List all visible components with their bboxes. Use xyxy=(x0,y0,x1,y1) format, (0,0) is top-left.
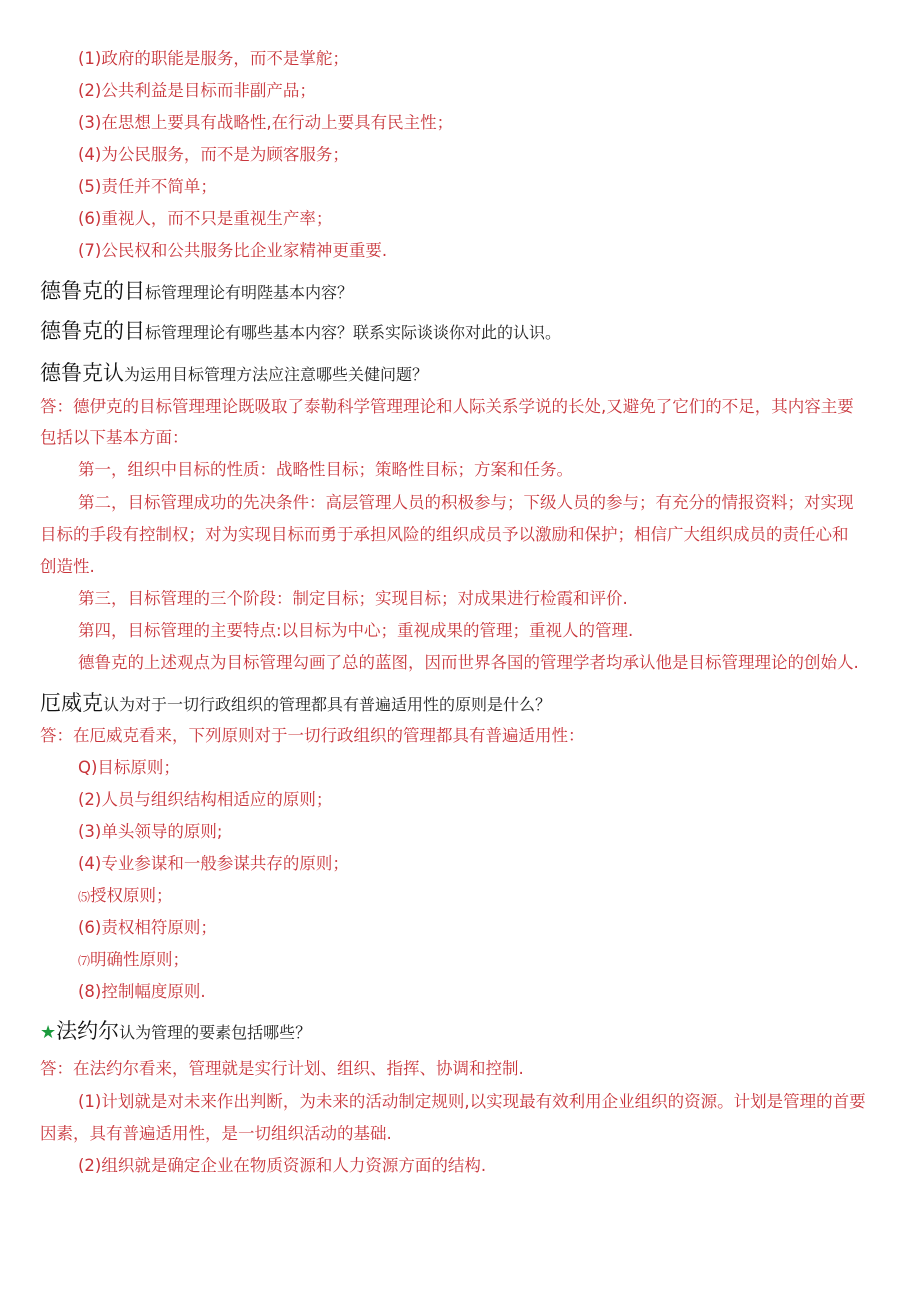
question-heading-1 xyxy=(40,280,353,304)
answer-paragraph-2-cont: 创造性. xyxy=(40,557,95,576)
question-lead: 厄威克 xyxy=(40,691,103,715)
answer-line: 包括以下基本方面： xyxy=(40,428,189,447)
answer-paragraph-5: 德鲁克的上述观点为目标管理勾画了总的蓝图，因而世界各国的管理学者均承认他是目标管理理论的创始人. xyxy=(78,653,859,672)
question-lead: 德鲁克的目 xyxy=(40,279,145,303)
rule-number: ⑸ xyxy=(78,890,91,904)
element-paragraph-2: (2)组织就是确定企业在物质资源和人力资源方面的结构. xyxy=(78,1156,487,1175)
principle-item-4: (4)为公民服务，而不是为顾客服务； xyxy=(78,145,349,164)
element-paragraph-1: (1)计划就是对未来作出判断，为未来的活动制定规则,以实现最有效利用企业组织的资源。计划是管理的首要 xyxy=(78,1092,866,1111)
rule-item-1: Q)目标原则； xyxy=(78,758,180,777)
question-lead: 德鲁克认 xyxy=(40,361,124,385)
question-heading-3 xyxy=(40,362,428,386)
answer-line: 答：德伊克的目标管理理论既吸取了泰勒科学管理理论和人际关系学说的长处,又避免了它们的不足，其内容主要 xyxy=(40,397,854,416)
rule-text: 明确性原则； xyxy=(90,950,190,969)
rule-item-2: (2)人员与组织结构相适应的原则； xyxy=(78,790,333,809)
answer-paragraph-3: 第三，目标管理的三个阶段：制定目标；实现目标；对成果进行检霞和评价. xyxy=(78,589,628,608)
answer-line: 答：在厄威克看来，下列原则对于一切行政组织的管理都具有普遍适用性： xyxy=(40,726,585,745)
rule-number: ⑺ xyxy=(78,954,91,968)
principle-item-5: (5)责任并不简单； xyxy=(78,177,217,196)
question-text: 标管理理论有哪些基本内容？联系实际谈谈你对此的认识。 xyxy=(145,323,562,342)
question-heading-5 xyxy=(40,1020,311,1044)
answer-paragraph-1: 第一，组织中目标的性质：战略性目标；策略性目标；方案和任务。 xyxy=(78,460,573,479)
principle-item-2: (2)公共利益是目标而非副产品； xyxy=(78,81,316,100)
rule-item-5 xyxy=(78,885,173,908)
question-heading-2 xyxy=(40,320,561,344)
question-text: 为运用目标管理方法应注意哪些关健问题？ xyxy=(124,365,429,384)
rule-item-4: (4)专业参谋和一般参谋共存的原则； xyxy=(78,854,349,873)
answer-paragraph-4: 第四，目标管理的主要特点:以目标为中心；重视成果的管理；重视人的管理. xyxy=(78,621,634,640)
question-heading-4 xyxy=(40,692,551,716)
question-lead: 法约尔 xyxy=(56,1019,120,1043)
rule-item-7 xyxy=(78,949,189,972)
element-paragraph-1-cont: 因素，具有普遍适用性，是一切组织活动的基础. xyxy=(40,1124,392,1143)
star-icon: ★ xyxy=(40,1022,57,1043)
principle-item-3: (3)在思想上要具有战略性,在行动上要具有民主性； xyxy=(78,113,454,132)
principle-item-6: (6)重视人，而不只是重视生产率； xyxy=(78,209,333,228)
rule-text: 授权原则； xyxy=(90,886,173,905)
rule-item-6: (6)责权相符原则； xyxy=(78,918,217,937)
principle-item-1: (1)政府的职能是服务，而不是掌舵； xyxy=(78,49,349,68)
rule-item-8: (8)控制幅度原则. xyxy=(78,982,206,1001)
rule-item-3: (3)单头领导的原则; xyxy=(78,822,223,841)
question-text: 认为对于一切行政组织的管理都具有普遍适用性的原则是什么？ xyxy=(103,695,552,714)
answer-paragraph-2-cont: 目标的手段有控制权；对为实现目标而勇于承担风险的组织成员予以激励和保护；相信广大组织成员的责任心和 xyxy=(40,525,849,544)
question-text: 认为管理的要素包括哪些？ xyxy=(119,1023,312,1042)
question-text: 标管理理论有明陛基本内容？ xyxy=(145,283,354,302)
answer-paragraph-2: 第二，目标管理成功的先决条件：高层管理人员的积极参与；下级人员的参与；有充分的情报资料；对实现 xyxy=(78,493,854,512)
principle-item-7: (7)公民权和公共服务比企业家精神更重要. xyxy=(78,241,388,260)
question-lead: 德鲁克的目 xyxy=(40,319,145,343)
answer-line: 答：在法约尔看来，管理就是实行计划、组织、指挥、协调和控制. xyxy=(40,1059,524,1078)
